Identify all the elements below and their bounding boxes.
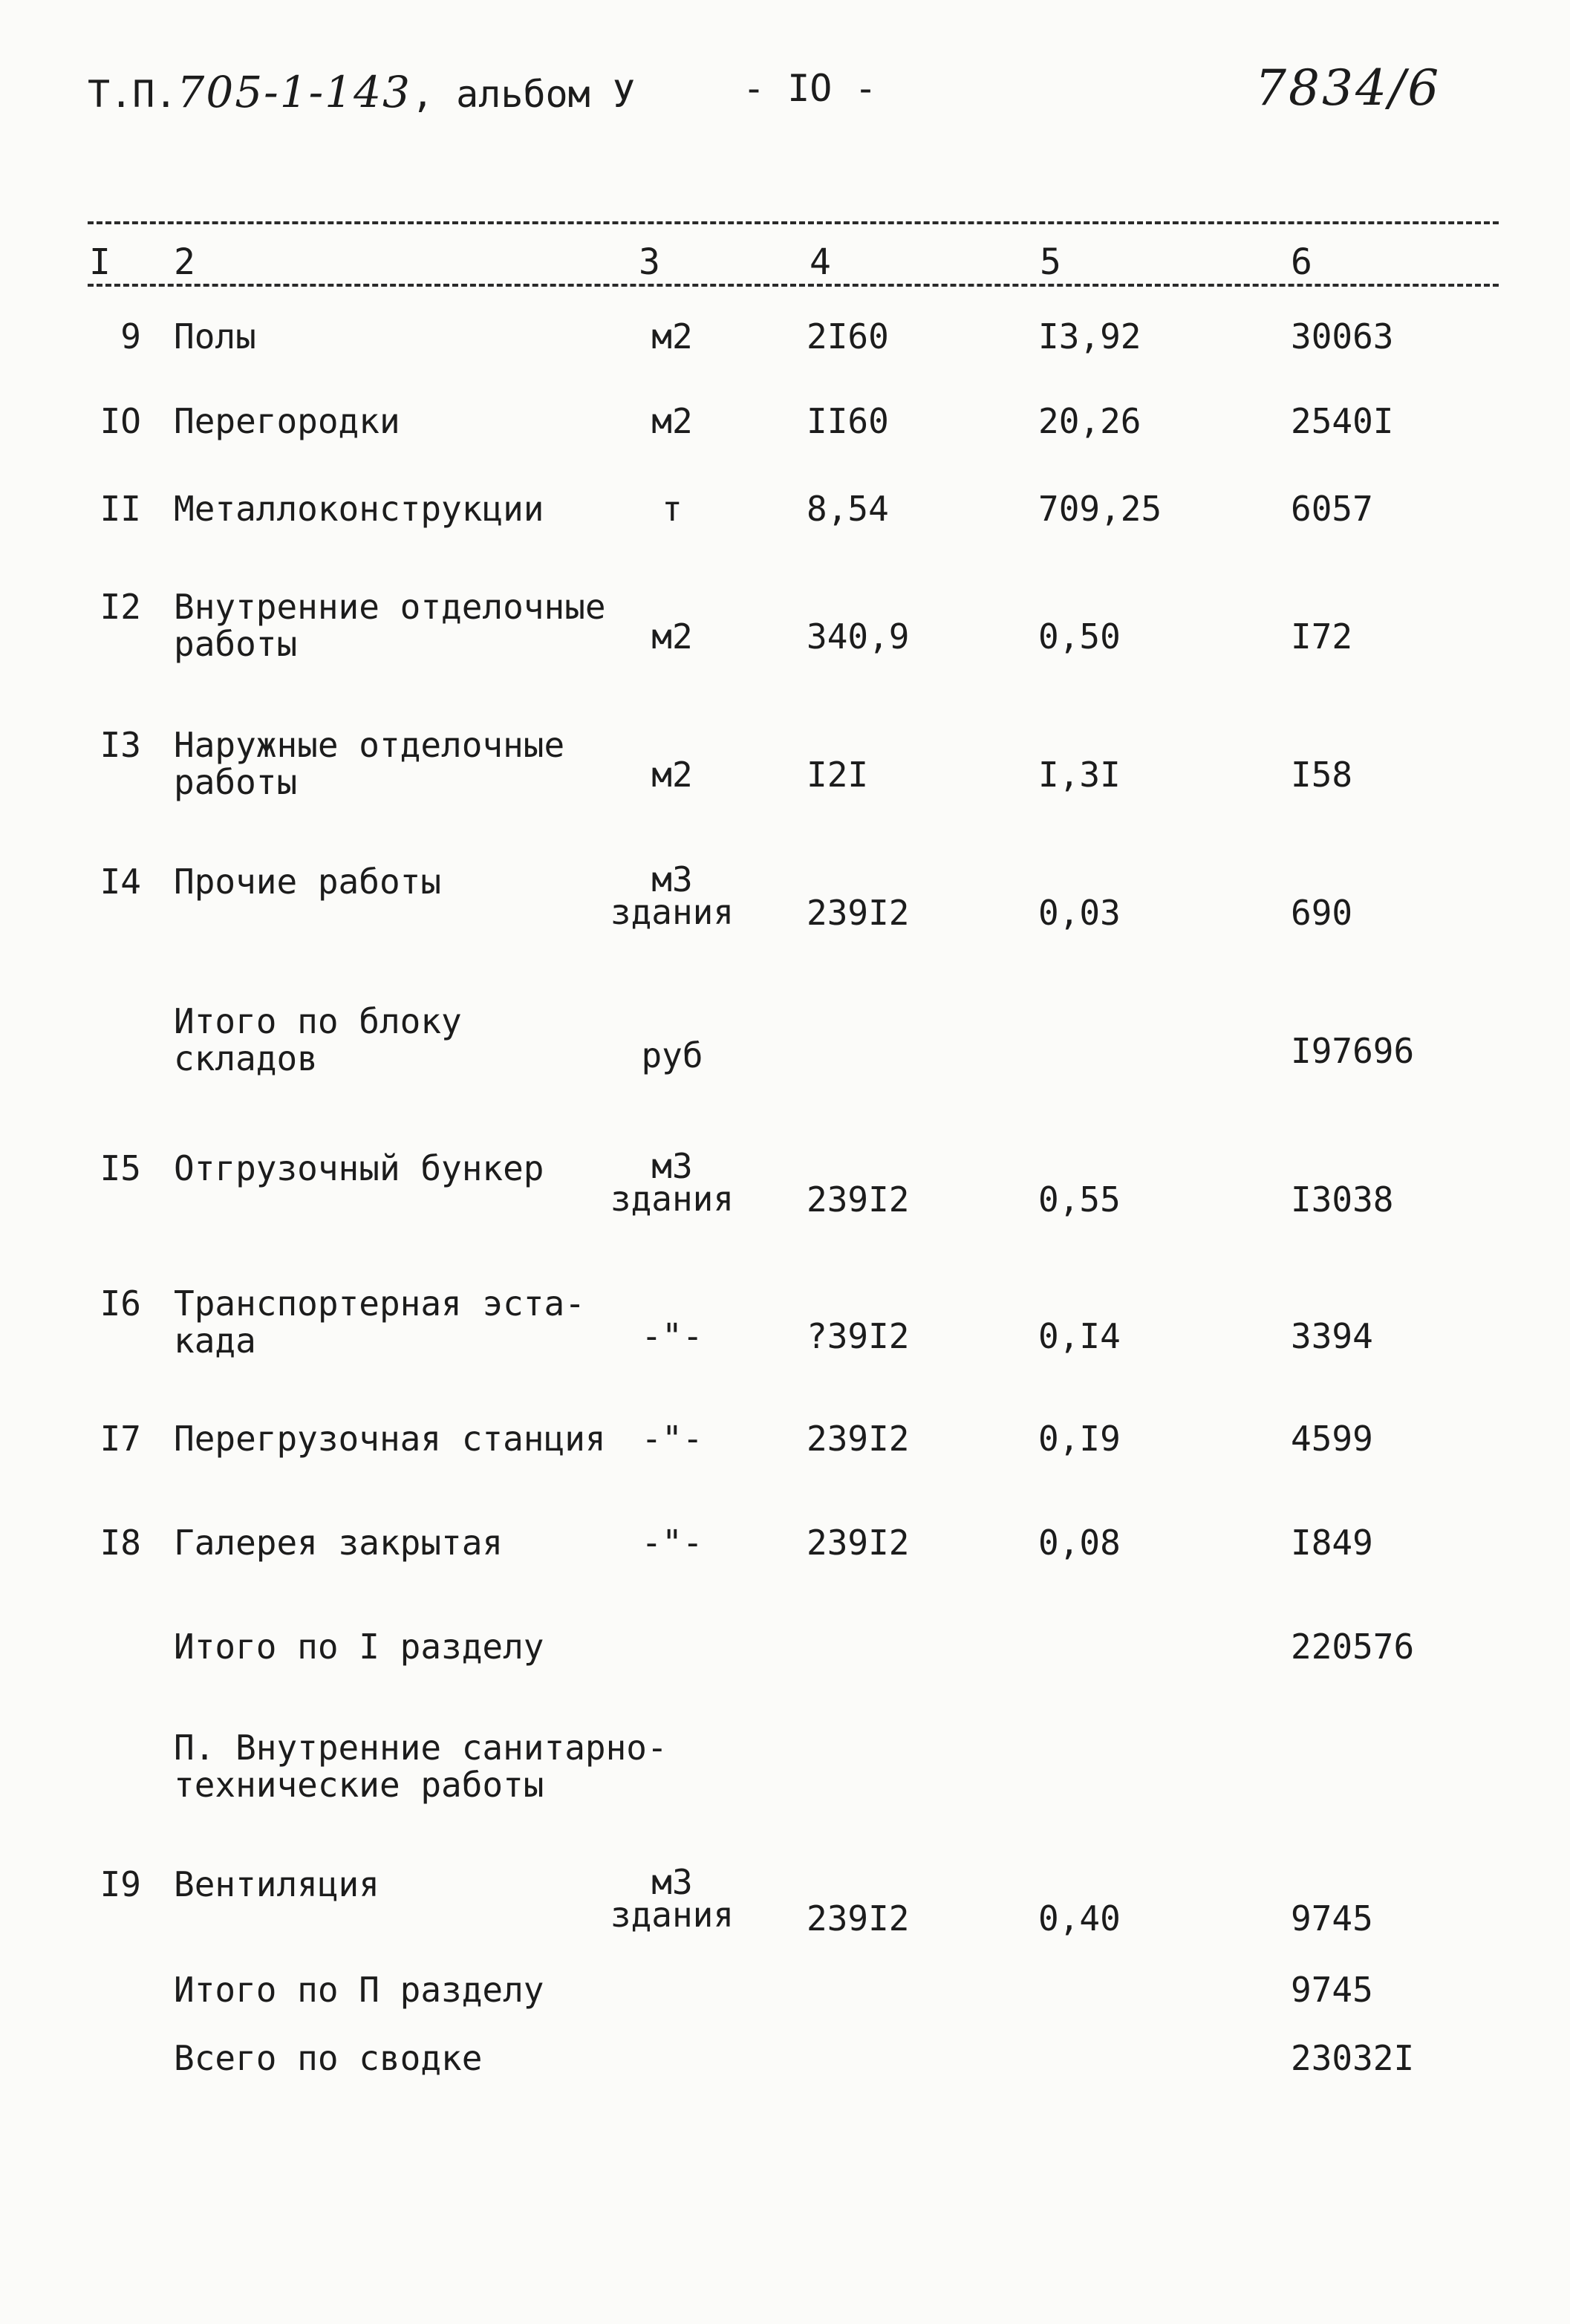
row-unit: м3 здания [610, 1862, 734, 1935]
page-number: - IO - [743, 67, 877, 110]
column-header-4: 4 [810, 241, 831, 283]
row-name: Внутренние отделочные работы [174, 587, 606, 664]
row-total: I72 [1291, 616, 1353, 657]
row-quantity: 239I2 [807, 1898, 910, 1939]
row-quantity: 239I2 [807, 1523, 910, 1563]
row-name: Отгрузочный бункер [174, 1148, 544, 1188]
row-unit: т [662, 489, 683, 529]
row-name: Перегородки [174, 401, 400, 441]
row-total: 690 [1291, 893, 1353, 933]
row-unit: м3 здания [610, 1146, 734, 1219]
row-total: 9745 [1291, 1898, 1373, 1939]
row-unit: м2 [651, 401, 693, 441]
row-total: I97696 [1291, 1031, 1415, 1071]
header-project [88, 67, 635, 117]
row-name: Итого по I разделу [174, 1627, 544, 1667]
row-total: I58 [1291, 755, 1353, 795]
table-header-rule [88, 284, 1499, 287]
row-unit-price: 0,55 [1038, 1179, 1121, 1220]
row-unit: -"- [641, 1523, 703, 1563]
row-quantity: 8,54 [807, 489, 889, 529]
section-heading: П. Внутренние санитарно- технические работы [174, 1728, 668, 1805]
row-number: I3 [100, 725, 141, 765]
row-unit-price: 709,25 [1038, 489, 1162, 529]
row-unit: м2 [651, 616, 693, 657]
row-number: I4 [100, 862, 141, 902]
album-label: , альбом У [411, 73, 635, 116]
row-unit: -"- [641, 1419, 703, 1459]
row-unit: м2 [651, 755, 693, 795]
table-top-rule [88, 221, 1499, 224]
row-number: 9 [120, 316, 141, 357]
row-name: Полы [174, 316, 256, 357]
column-header-1: I [89, 241, 111, 283]
row-total: 30063 [1291, 316, 1394, 357]
row-unit: м3 здания [610, 859, 734, 932]
row-unit-price: 0,I4 [1038, 1316, 1121, 1356]
row-total: I849 [1291, 1523, 1373, 1563]
row-name: Итого по П разделу [174, 1970, 544, 2010]
row-total: 2540I [1291, 401, 1394, 441]
row-name: Транспортерная эста- када [174, 1283, 585, 1361]
row-quantity: 239I2 [807, 893, 910, 933]
row-quantity: I2I [807, 755, 869, 795]
row-total: I3038 [1291, 1179, 1394, 1220]
row-unit-price: I,3I [1038, 755, 1121, 795]
column-header-5: 5 [1040, 241, 1061, 283]
row-unit-price: 0,I9 [1038, 1419, 1121, 1459]
row-total: 220576 [1291, 1627, 1415, 1667]
row-name: Вентиляция [174, 1864, 380, 1904]
row-quantity: 239I2 [807, 1419, 910, 1459]
row-name: Всего по сводке [174, 2038, 483, 2078]
row-number: I9 [100, 1864, 141, 1904]
column-header-6: 6 [1291, 241, 1312, 283]
row-name: Металлоконструкции [174, 489, 544, 529]
row-quantity: 2I60 [807, 316, 889, 357]
row-name: Прочие работы [174, 862, 442, 902]
row-number: I6 [100, 1283, 141, 1324]
row-unit-price: 0,03 [1038, 893, 1121, 933]
row-name: Галерея закрытая [174, 1523, 504, 1563]
row-total: 4599 [1291, 1419, 1373, 1459]
header-prefix: Т.П. [88, 73, 177, 116]
row-total: 6057 [1291, 489, 1373, 529]
row-number: I7 [100, 1419, 141, 1459]
row-unit-price: 0,40 [1038, 1898, 1121, 1939]
row-name: Наружные отделочные работы [174, 725, 565, 802]
row-unit: м2 [651, 316, 693, 357]
column-header-3: 3 [639, 241, 660, 283]
row-quantity: 239I2 [807, 1179, 910, 1220]
row-total: 3394 [1291, 1316, 1373, 1356]
row-unit-price: I3,92 [1038, 316, 1141, 357]
column-header-2: 2 [174, 241, 195, 283]
project-code: 705-1-143 [177, 67, 411, 117]
row-total: 9745 [1291, 1970, 1373, 2010]
row-quantity: ?39I2 [807, 1316, 910, 1356]
row-total: 23032I [1291, 2038, 1415, 2078]
row-number: I5 [100, 1148, 141, 1188]
row-name: Итого по блоку складов [174, 1001, 462, 1078]
row-unit: руб [641, 1035, 703, 1075]
row-unit: -"- [641, 1316, 703, 1356]
row-unit-price: 0,08 [1038, 1523, 1121, 1563]
sheet-code: 7834/6 [1255, 59, 1442, 117]
row-number: II [100, 489, 141, 529]
row-unit-price: 0,50 [1038, 616, 1121, 657]
row-unit-price: 20,26 [1038, 401, 1141, 441]
row-number: I8 [100, 1523, 141, 1563]
row-quantity: 340,9 [807, 616, 910, 657]
row-number: I2 [100, 587, 141, 627]
row-number: IO [100, 401, 141, 441]
row-quantity: II60 [807, 401, 889, 441]
row-name: Перегрузочная станция [174, 1419, 606, 1459]
